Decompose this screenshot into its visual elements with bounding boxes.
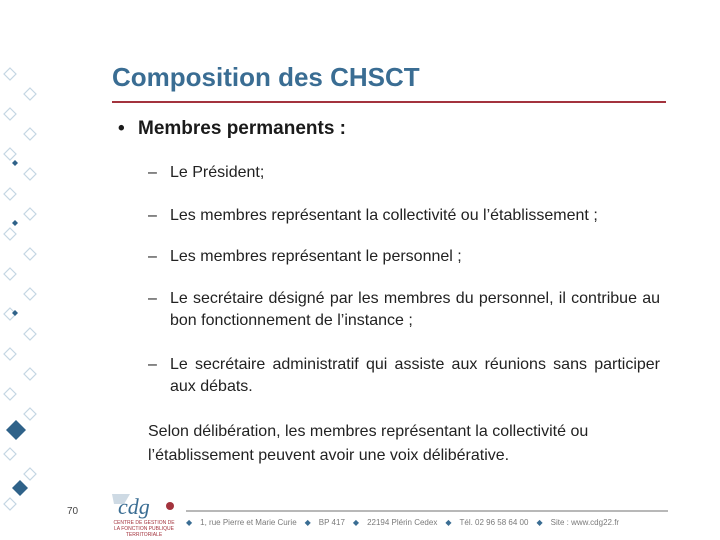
footer-tel: Tél. 02 96 58 64 00 (459, 518, 529, 527)
logo-text: cdg (118, 494, 150, 519)
slide-title: Composition des CHSCT (112, 62, 420, 92)
dash-icon: – (148, 207, 157, 224)
logo-subtitle: CENTRE DE GESTION DE LA FONCTION PUBLIQUE TERRITORIALE (113, 520, 175, 538)
footer-address: 1, rue Pierre et Marie Curie (200, 518, 297, 527)
sub-item (148, 205, 660, 227)
dash-icon: – (148, 164, 157, 181)
sub-item (148, 162, 660, 184)
main-bullet (118, 118, 346, 140)
dash-icon: – (148, 248, 157, 265)
footer-bp: BP 417 (318, 518, 345, 527)
diamond-icon: ◆ (186, 518, 193, 527)
bullet-icon: • (118, 118, 125, 139)
decorative-diamond-pattern (0, 60, 40, 520)
deliberation-note: Selon délibération, les membres représentant la collectivité ou l’établissement peuvent avoir une voix délibérative. (148, 423, 589, 464)
sub-item (148, 246, 660, 268)
diamond-icon: ◆ (536, 518, 543, 527)
dash-icon: – (148, 290, 157, 307)
diamond-icon: ◆ (304, 518, 311, 527)
footer-site[interactable]: Site : www.cdg22.fr (550, 518, 620, 527)
sub-item-label: Le Président; (170, 164, 265, 181)
sub-item-label: Le secrétaire désigné par les membres du personnel, il contribue au bon fonctionnement de l’instance ; (170, 290, 660, 329)
footer-divider (186, 510, 668, 512)
footer-contact (186, 518, 676, 527)
sub-item-label: Le secrétaire administratif qui assiste aux réunions sans participer aux débats. (170, 356, 660, 395)
sub-item-label: Les membres représentant le personnel ; (170, 248, 462, 265)
diamond-icon: ◆ (352, 518, 360, 527)
main-bullet-label: Membres permanents : (138, 118, 347, 139)
diamond-icon: ◆ (445, 518, 452, 527)
footer-city: 22194 Plérin Cedex (367, 518, 438, 527)
title-underline (112, 101, 666, 103)
sub-item (148, 354, 660, 398)
page-number: 70 (67, 506, 79, 517)
dash-icon: – (148, 356, 157, 373)
sub-item (148, 288, 660, 332)
sub-item-label: Les membres représentant la collectivité ou l’établissement ; (170, 207, 598, 224)
